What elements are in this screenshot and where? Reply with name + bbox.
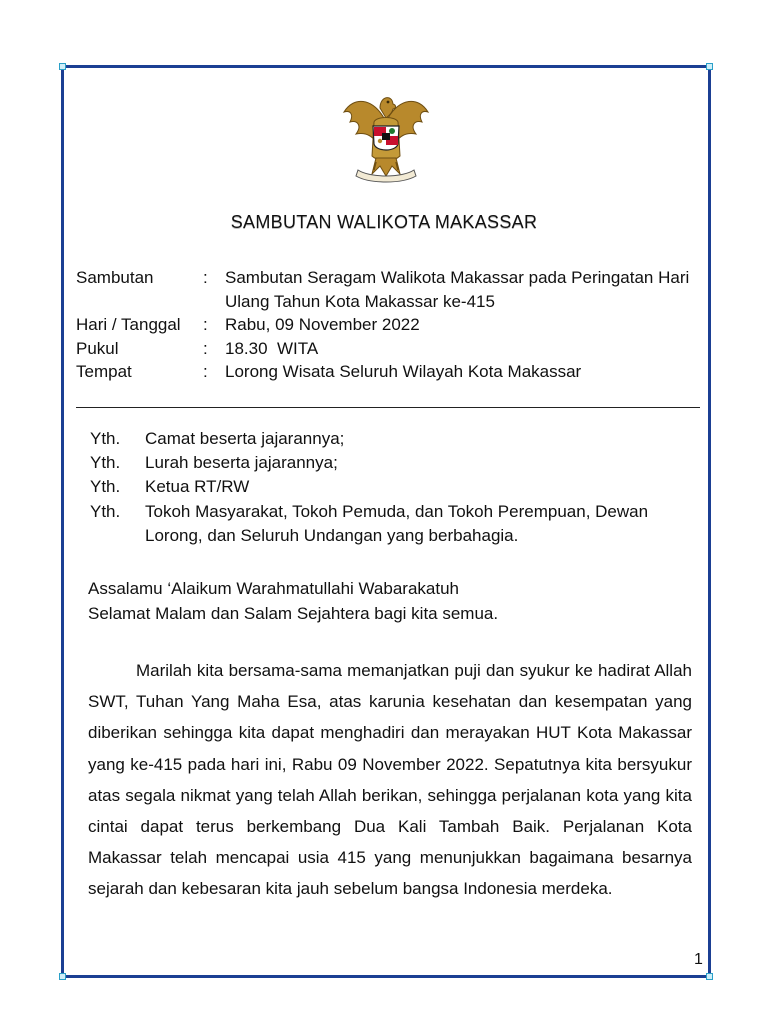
greeting-line-1: Assalamu ‘Alaikum Warahmatullahi Wabarakatuh: [88, 579, 460, 598]
greeting-line-2: Selamat Malam dan Salam Sejahtera bagi kita semua.: [88, 603, 499, 623]
garuda-emblem-icon: [336, 78, 436, 186]
detail-row-date: Hari / Tanggal : Rabu, 09 November 2022: [76, 315, 420, 334]
event-details: [76, 266, 705, 384]
addressee-item: Yth. Lurah beserta jajarannya;: [90, 453, 338, 473]
frame-corner-handle: [706, 973, 713, 980]
addressee-item: Yth. Ketua RT/RW: [90, 477, 250, 497]
section-divider: [76, 407, 700, 408]
document-title: SAMBUTAN WALIKOTA MAKASSAR: [230, 212, 538, 232]
addressee-item: Yth. Tokoh Masyarakat, Tokoh Pemuda, dan Tokoh Perempuan, Dewan Lorong, dan Seluruh Undangan yang berbahagia.: [90, 501, 649, 545]
frame-corner-handle: [706, 63, 713, 70]
frame-corner-handle: [59, 973, 66, 980]
frame-corner-handle: [59, 63, 66, 70]
detail-row-time: Pukul : 18.30 WITA: [76, 338, 319, 358]
addressee-item: Yth. Camat beserta jajarannya;: [90, 429, 345, 448]
detail-row-place: Tempat : Lorong Wisata Seluruh Wilayah Kota Makassar: [76, 362, 582, 381]
detail-row-sambutan: Sambutan : Sambutan Seragam Walikota Makassar pada Peringatan Hari Ulang Tahun Kota Makassar ke-415: [76, 268, 690, 311]
page-number: 1: [694, 951, 703, 968]
body-paragraph: Marilah kita bersama-sama memanjatkan puji dan syukur ke hadirat Allah SWT, Tuhan Yang Maha Esa, atas karunia kesehatan dan kesempatan yang diberikan sehingga kita dapat menghadiri dan merayakan HUT Kota Makassar yang ke-415 pada hari ini, Rabu 09 November 2022. Sepatutnya kita bersyukur atas segala nikmat yang telah Allah berikan, sehingga perjalanan kota yang kita cintai dapat terus berkembang Dua Kali Tambah Baik. Perjalanan Kota Makassar telah mencapai usia 415 yang menunjukkan bagaimana besarnya sejarah dan kebesaran kita jauh sebelum bangsa Indonesia merdeka.: [88, 661, 692, 899]
greeting: [88, 577, 498, 626]
addressee-list: [90, 427, 705, 548]
